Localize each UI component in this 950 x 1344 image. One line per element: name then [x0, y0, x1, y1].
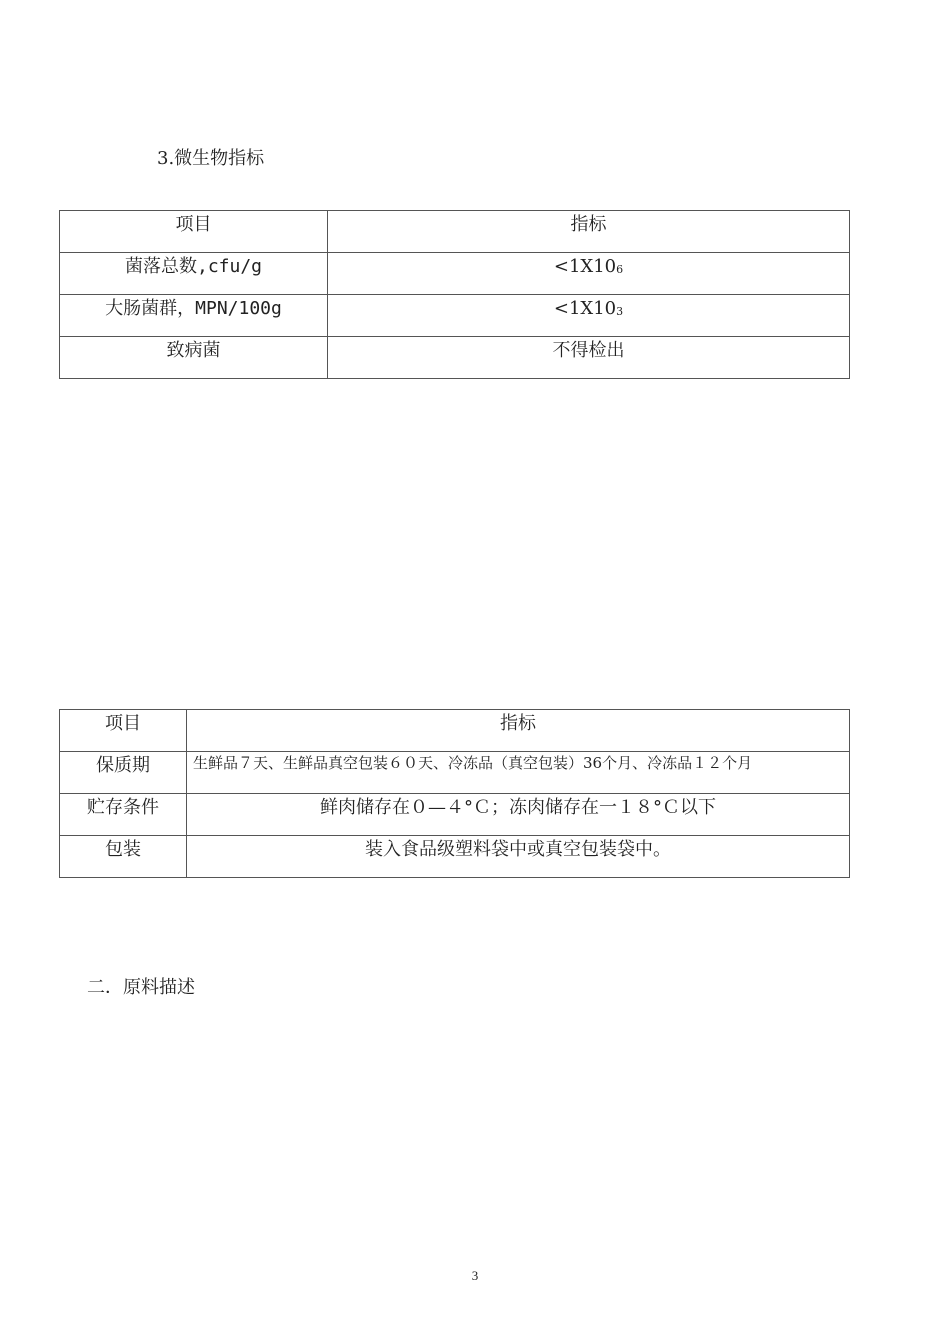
row-item: 贮存条件	[60, 794, 187, 836]
header-index: 指标	[187, 710, 850, 752]
row-item: 大肠菌群，MPN/100g	[60, 295, 328, 337]
row-item: 保质期	[60, 752, 187, 794]
row-item: 包装	[60, 836, 187, 878]
header-item: 项目	[60, 710, 187, 752]
row-index: 鲜肉储存在０—４°Ｃ；冻肉储存在一１８°Ｃ以下	[187, 794, 850, 836]
table-header-row	[60, 211, 850, 253]
index-exponent: 3	[616, 305, 624, 318]
header-index: 指标	[328, 211, 850, 253]
table-row	[60, 836, 850, 878]
index-exponent: 6	[616, 263, 624, 276]
row-item: 菌落总数,cfu/g	[60, 253, 328, 295]
header-item: 项目	[60, 211, 328, 253]
table-row	[60, 752, 850, 794]
table-row	[60, 794, 850, 836]
row-item: 致病菌	[60, 337, 328, 379]
row-index	[328, 295, 850, 337]
microbial-table	[59, 210, 850, 379]
section-title-raw-materials: 二．原料描述	[87, 977, 195, 998]
section-title-microbial: 3.微生物指标	[157, 148, 265, 169]
table-row	[60, 253, 850, 295]
table-row	[60, 295, 850, 337]
page-number: 3	[471, 1268, 479, 1283]
index-base: <1X10	[553, 256, 617, 277]
row-index: 装入食品级塑料袋中或真空包装袋中。	[187, 836, 850, 878]
storage-table	[59, 709, 850, 878]
row-index: 不得检出	[328, 337, 850, 379]
table-row	[60, 337, 850, 379]
index-base: <1X10	[553, 298, 617, 319]
row-index	[328, 253, 850, 295]
table-header-row	[60, 710, 850, 752]
row-index: 生鲜品７天、生鲜品真空包装６０天、冷冻品（真空包装）36个月、冷冻品１２个月	[187, 752, 850, 794]
